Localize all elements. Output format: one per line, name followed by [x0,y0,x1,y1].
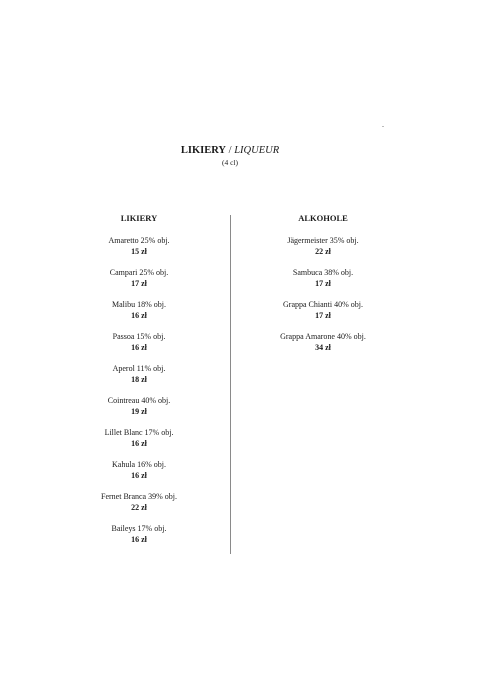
menu-item [248,235,398,267]
menu-item-price: 16 zł [131,343,147,352]
menu-item-name: Jägermeister 35% obj. [287,236,359,245]
menu-item-name: Kahula 16% obj. [112,460,166,469]
menu-item-price: 17 zł [131,279,147,288]
menu-item [64,523,214,555]
right-column-heading: ALKOHOLE [298,213,348,223]
menu-item-price: 15 zł [131,247,147,256]
menu-item-name: Fernet Branca 39% obj. [101,492,177,501]
menu-item-name: Cointreau 40% obj. [107,396,171,405]
page-title [0,145,460,157]
corner-mark [382,126,384,127]
menu-item [64,331,214,363]
menu-item-price: 22 zł [131,503,147,512]
menu-item-price: 34 zł [315,343,331,352]
menu-item-name: Baileys 17% obj. [111,524,167,533]
menu-item-price: 16 zł [131,439,147,448]
menu-item-name: Grappa Amarone 40% obj. [280,332,366,341]
menu-item-price: 16 zł [131,471,147,480]
menu-item-price: 16 zł [131,535,147,544]
menu-item-name: Passoa 15% obj. [112,332,166,341]
menu-item [248,331,398,363]
page-title-main: LIKIERY [180,145,227,156]
menu-item-price: 22 zł [315,247,331,256]
menu-item [64,395,214,427]
menu-item-name: Lillet Blanc 17% obj. [104,428,174,437]
menu-item-price: 18 zł [131,375,147,384]
menu-item [64,459,214,491]
menu-item [64,491,214,523]
menu-item-price: 16 zł [131,311,147,320]
menu-item-name: Grappa Chianti 40% obj. [283,300,363,309]
right-column [248,213,398,363]
left-column [64,213,214,555]
menu-item-name: Aperol 11% obj. [112,364,166,373]
menu-item [248,267,398,299]
menu-item-name: Malibu 18% obj. [112,300,166,309]
menu-item [248,299,398,331]
menu-item [64,235,214,267]
menu-item [64,267,214,299]
left-column-heading: LIKIERY [120,213,158,223]
page-title-separator: / [226,145,235,156]
page-title-alt: LIQUEUR [234,145,280,156]
menu-item [64,427,214,459]
menu-item-price: 17 zł [315,311,331,320]
menu-item-name: Campari 25% obj. [109,268,169,277]
menu-item [64,363,214,395]
menu-item-name: Amaretto 25% obj. [108,236,170,245]
page-subtitle: (4 cl) [221,158,239,167]
column-divider [230,215,231,554]
menu-item-price: 17 zł [315,279,331,288]
menu-item [64,299,214,331]
menu-item-price: 19 zł [131,407,147,416]
menu-item-name: Sambuca 38% obj. [292,268,354,277]
